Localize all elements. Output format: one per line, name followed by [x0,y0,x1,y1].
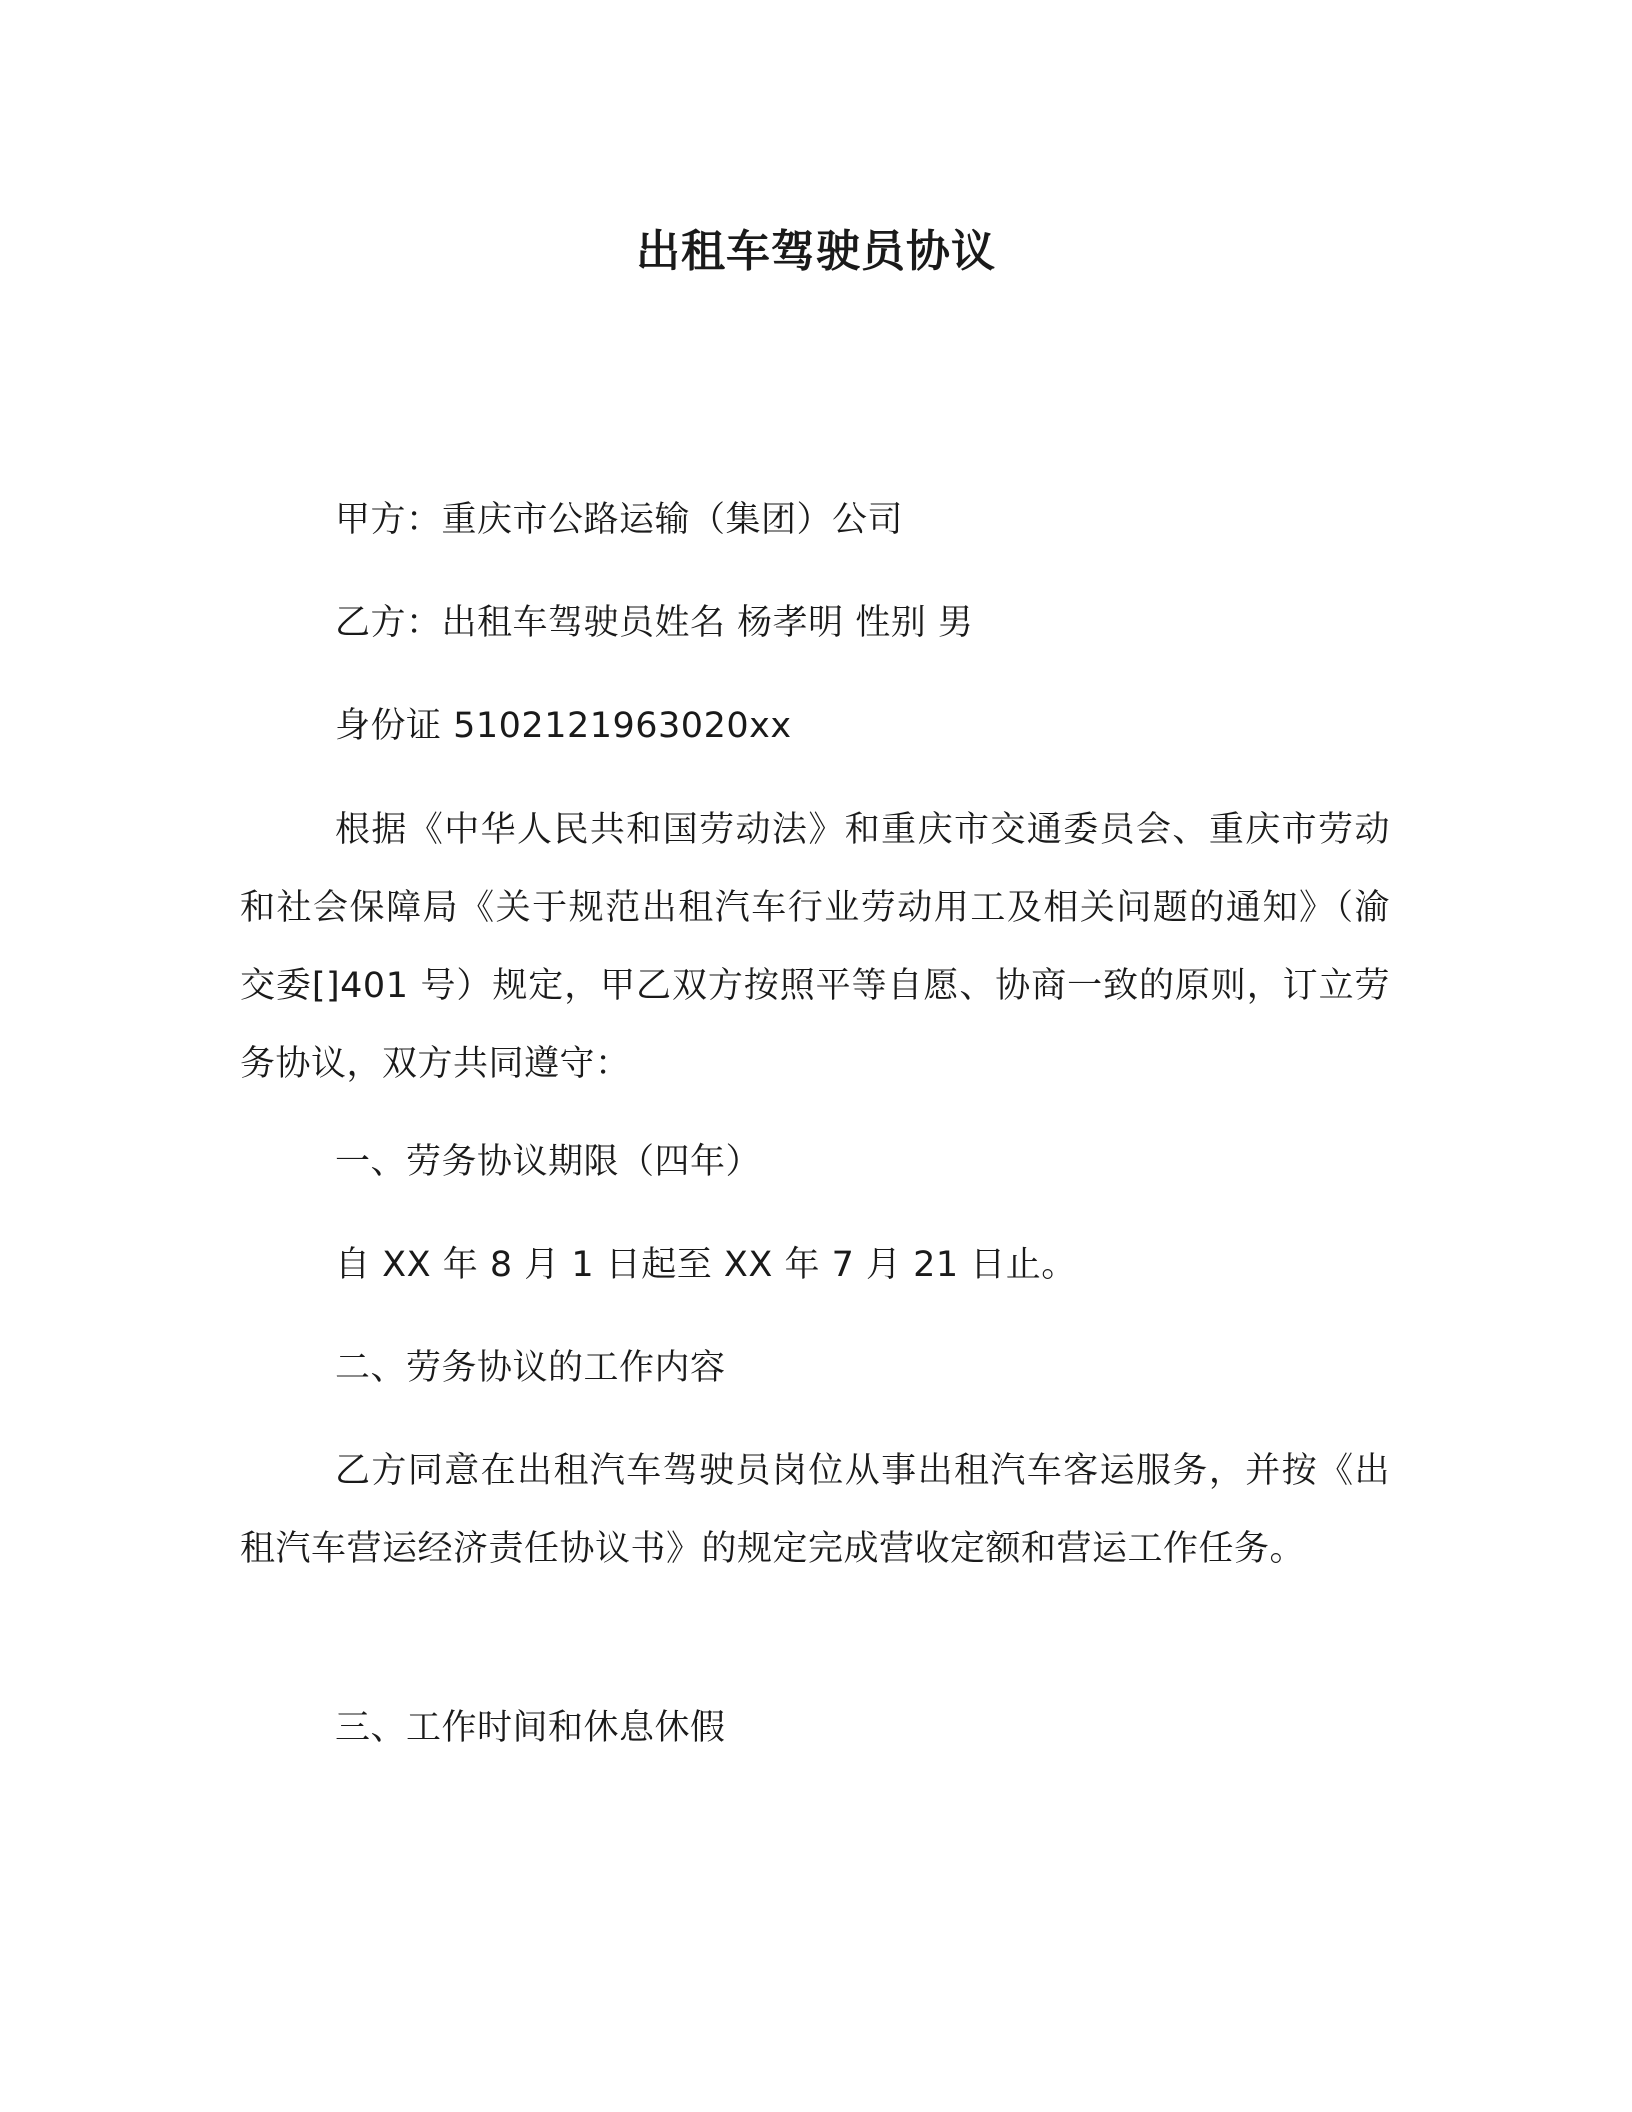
section1-heading: 一、劳务协议期限（四年） [335,1142,762,1182]
section3-heading: 三、工作时间和休息休假 [335,1708,726,1748]
party-a-line: 甲方：重庆市公路运输（集团）公司 [335,500,904,540]
id-card-line: 身份证 5102121963020xx [335,706,792,746]
section2-heading: 二、劳务协议的工作内容 [335,1348,726,1388]
document-title: 出租车驾驶员协议 [636,226,996,277]
party-b-line: 乙方：出租车驾驶员姓名 杨孝明 性别 男 [335,603,974,643]
section2-paragraph: 乙方同意在出租汽车驾驶员岗位从事出租汽车客运服务，并按《出租汽车营运经济责任协议书》的规定完成营收定额和营运工作任务。 [240,1451,1390,1569]
section1-text: 自 XX 年 8 月 1 日起至 XX 年 7 月 21 日止。 [335,1245,1077,1285]
preamble-paragraph: 根据《中华人民共和国劳动法》和重庆市交通委员会、重庆市劳动和社会保障局《关于规范出租汽车行业劳动用工及相关问题的通知》（渝交委[]401 号）规定，甲乙双方按照平等自愿、协商一致的原则，订立劳务协议，双方共同遵守： [240,810,1390,1084]
